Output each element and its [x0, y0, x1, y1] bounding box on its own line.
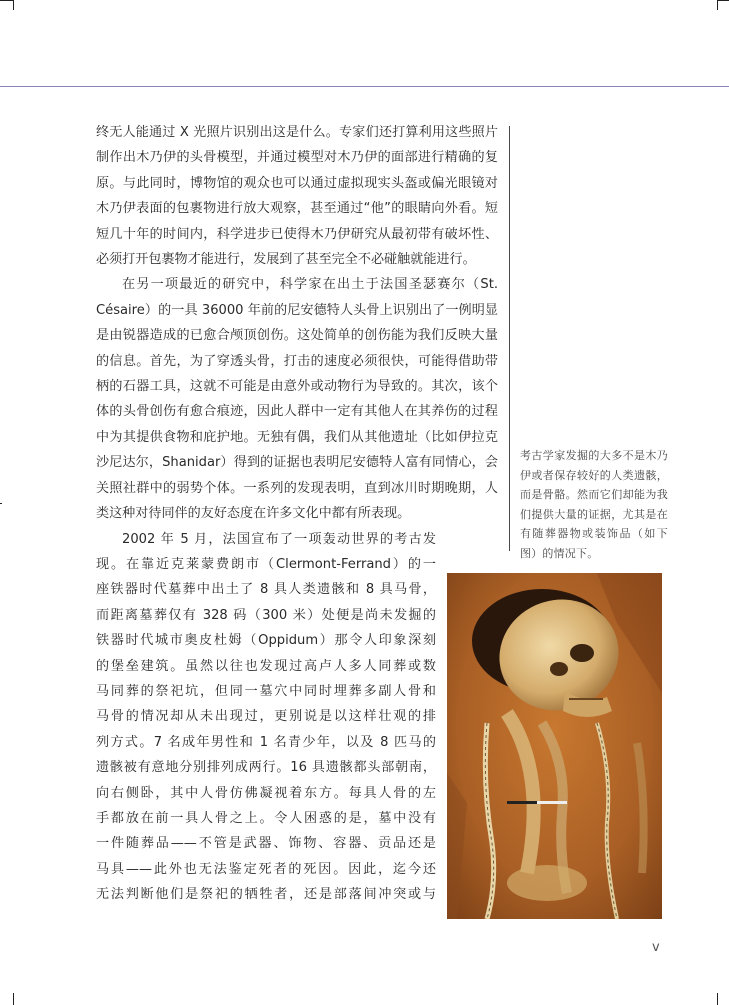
paragraph-line: 座铁器时代墓葬中出土了 8 具人类遗骸和 8 具马骨， [96, 582, 436, 598]
paragraph-line: 铁器时代城市奥皮杜姆（Oppidum）那令人印象深刻 [96, 633, 436, 649]
crop-mark-top-right-v [717, 0, 718, 10]
sidebar-caption: 考古学家发掘的大多不是木乃伊或者保存较好的人类遗骸，而是骨骼。然而它们却能为我们提供大量的证据，尤其是在有随葬器物或装饰品（如下图）的情况下。 [520, 449, 668, 560]
crop-mark-left-mid [0, 503, 2, 504]
crop-mark-top-right-h [717, 0, 729, 1]
paragraph-line: 而距离墓葬仅有 328 码（300 米）处便是尚未发掘的 [96, 607, 436, 623]
paragraph-line: 的堡垒建筑。虽然以往也发现过高卢人多人同葬或数 [96, 658, 436, 674]
paragraph-line: 现。在靠近克莱蒙费朗市（Clermont-Ferrand）的一 [96, 556, 436, 572]
paragraph-line: 马骨的情况却从未出现过，更别说是以这样壮观的排 [96, 709, 436, 725]
paragraph-line: 列方式。7 名成年男性和 1 名青少年，以及 8 匹马的 [96, 734, 436, 750]
body-paragraph-1: 终无人能通过 X 光照片识别出这是什么。专家们还打算利用这些照片制作出木乃伊的头骨模型，并通过模型对木乃伊的面部进行精确的复原。与此同时，博物馆的观众也可以通过虚拟现实头盔或偏光眼镜对木乃伊表面的包裹物进行放大观察，甚至通过“他”的眼睛向外看。短短几十年的时间内，科学进步已使得木乃伊研究从最初带有破坏性、必须打开包裹物才能进行，发展到了甚至完全不必碰触就能进行。 [96, 125, 498, 268]
crop-mark-bottom-left [13, 993, 14, 1005]
paragraph-line: 马同葬的祭祀坑，但同一墓穴中同时埋葬多副人骨和 [96, 683, 436, 699]
skeleton-burial-photo [447, 573, 662, 919]
paragraph-line: 2002 年 5 月，法国宣布了一项轰动世界的考古发 [122, 531, 436, 547]
paragraph-line: 一件随葬品——不管是武器、饰物、容器、贡品还是 [96, 836, 436, 852]
main-text-column [96, 120, 498, 908]
paragraph-line: 遗骸被有意地分别排列成两行。16 具遗骸都头部朝南， [96, 760, 436, 776]
crop-mark-top-left-h [0, 0, 14, 1]
crop-mark-bottom-right [717, 993, 718, 1005]
paragraph-line: 马具——此外也无法鉴定死者的死因。因此，迄今还 [96, 861, 436, 877]
paragraph-line: 无法判断他们是祭祀的牺牲者，还是部落间冲突或与 [96, 887, 436, 903]
body-paragraph-2: 在另一项最近的研究中，科学家在出土于法国圣瑟赛尔（St. Césaire）的一具 36000 年前的尼安德特人头骨上识别出了一例明显是由锐器造成的已愈合颅顶创伤。这处简单的创伤能为我们反映大量的信息。首先，为了穿透头骨，打击的速度必须很快，可能得借助带柄的石器工具，这就不可能是由意外或动物行为导致的。其次，该个体的头骨创伤有愈合痕迹，因此人群中一定有其他人在其养伤的过程中为其提供食物和庇护地。无独有偶，我们从其他遗址（比如伊拉克沙尼达尔，Shanidar）得到的证据也表明尼安德特人富有同情心，会关照社群中的弱势个体。一系列的发现表明，直到冰川时期晚期，人类这种对待同伴的友好态度在许多文化中都有所表现。 [96, 277, 498, 522]
crop-mark-top-left-v [13, 0, 14, 10]
sidebar-rule [509, 126, 510, 551]
paragraph-line: 手都放在前一具人骨之上。令人困惑的是，墓中没有 [96, 810, 436, 826]
skeleton-photo-illustration [447, 573, 662, 919]
body-paragraph-3 [96, 527, 436, 908]
page-number: v [652, 940, 660, 955]
paragraph-line: 向右侧卧，其中人骨仿佛凝视着东方。每具人骨的左 [96, 785, 436, 801]
header-rule [0, 86, 729, 87]
